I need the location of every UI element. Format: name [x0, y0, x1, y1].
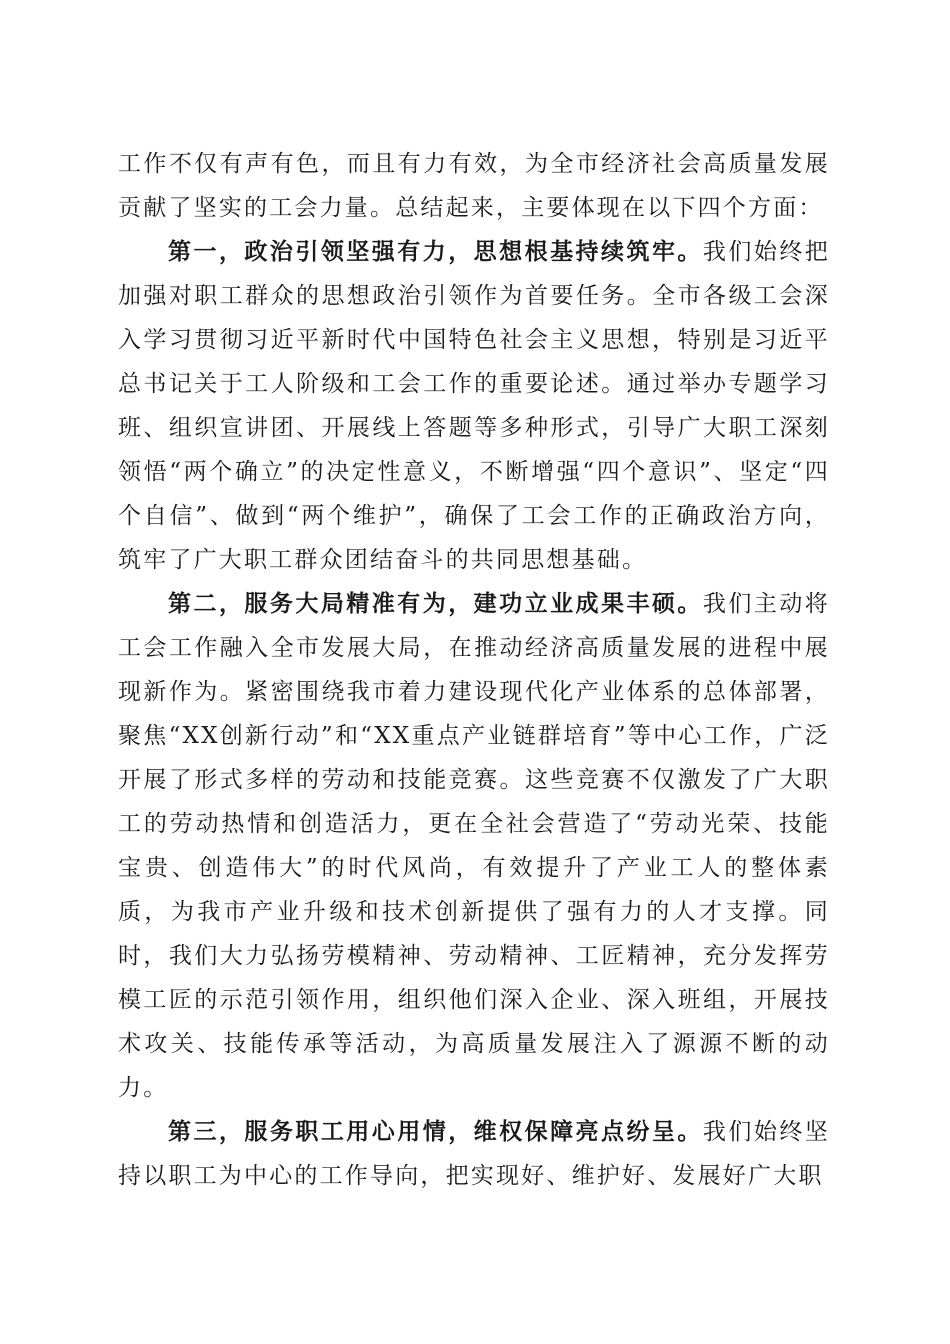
paragraph-lead-heading: 第一，政治引领坚强有力，思想根基持续筑牢。: [168, 238, 703, 265]
paragraph-body: 工作不仅有声有色，而且有力有效，为全市经济社会高质量发展贡献了坚实的工会力量。总结起来，主要体现在以下四个方面：: [118, 151, 830, 221]
paragraph-first-point: [118, 230, 830, 582]
paragraph-body: 我们始终坚持以职工为中心的工作导向，把实现好、维护好、发展好广大职: [118, 1119, 831, 1189]
paragraph-body: 我们始终把加强对职工群众的思想政治引领作为首要任务。全市各级工会深入学习贯彻习近平新时代中国特色社会主义思想，特别是习近平总书记关于工人阶级和工会工作的重要论述。通过举办专题学习班、组织宣讲团、开展线上答题等多种形式，引导广大职工深刻领悟“两个确立”的决定性意义，不断增强“四个意识”、坚定“四个自信”、做到“两个维护”，确保了工会工作的正确政治方向，筑牢了广大职工群众团结奋斗的共同思想基础。: [118, 239, 831, 573]
paragraph-intro: [118, 142, 830, 230]
paragraph-second-point: [118, 582, 830, 1110]
paragraph-lead-heading: 第二，服务大局精准有为，建功立业成果丰硕。: [168, 590, 703, 617]
paragraph-body: 我们主动将工会工作融入全市发展大局，在推动经济高质量发展的进程中展现新作为。紧密围绕我市着力建设现代化产业体系的总体部署，聚焦“XX创新行动”和“XX重点产业链群培育”等中心工作，广泛开展了形式多样的劳动和技能竞赛。这些竞赛不仅激发了广大职工的劳动热情和创造活力，更在全社会营造了“劳动光荣、技能宝贵、创造伟大”的时代风尚，有效提升了产业工人的整体素质，为我市产业升级和技术创新提供了强有力的人才支撑。同时，我们大力弘扬劳模精神、劳动精神、工匠精神，充分发挥劳模工匠的示范引领作用，组织他们深入企业、深入班组，开展技术攻关、技能传承等活动，为高质量发展注入了源源不断的动力。: [118, 591, 831, 1101]
paragraph-lead-heading: 第三，服务职工用心用情，维权保障亮点纷呈。: [168, 1118, 703, 1145]
paragraph-third-point: [118, 1110, 830, 1198]
document-body: [118, 142, 830, 1198]
